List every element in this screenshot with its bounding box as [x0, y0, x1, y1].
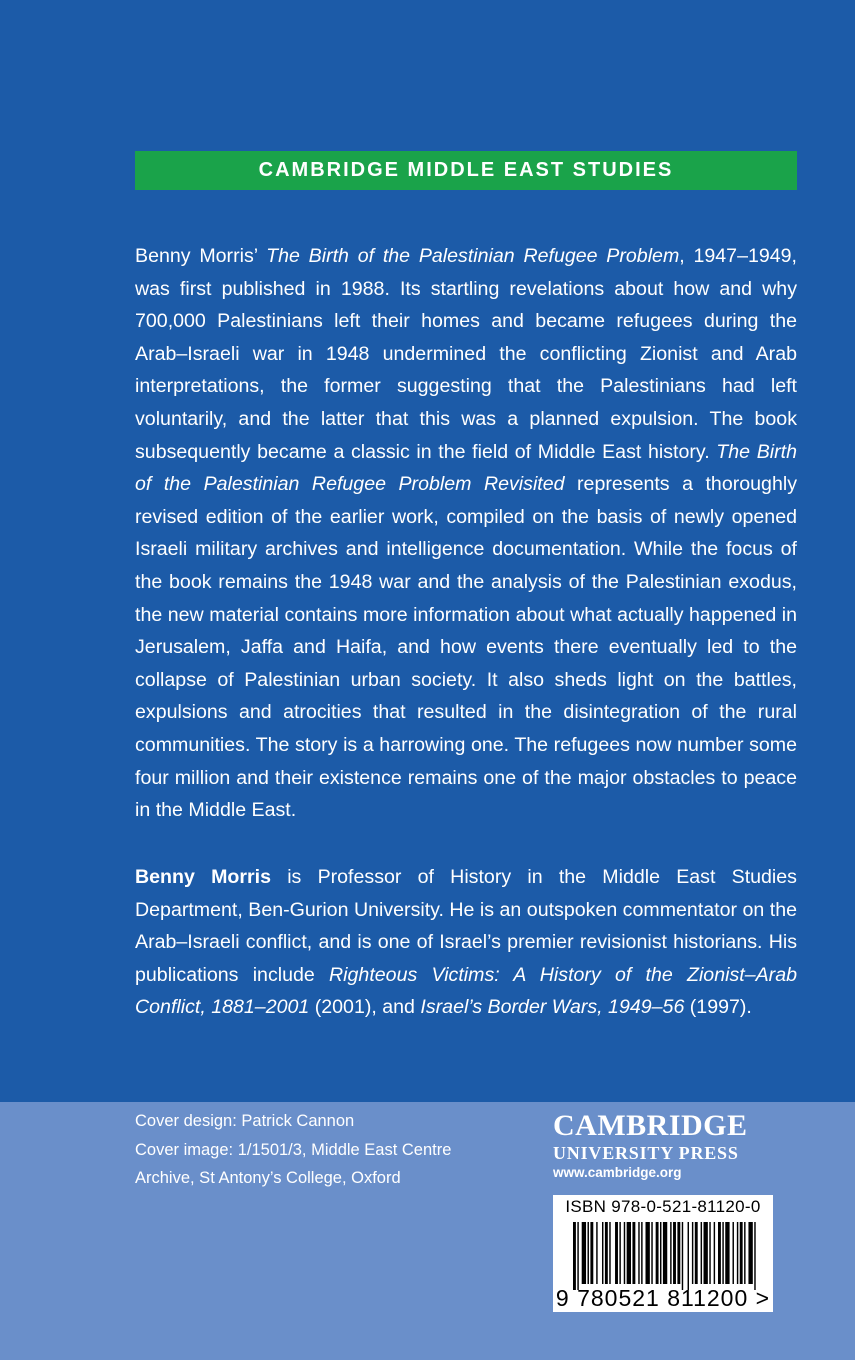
blurb-title-original: The Birth of the Palestinian Refugee Problem [266, 245, 680, 267]
barcode-bar [754, 1222, 755, 1290]
barcode-bar [596, 1222, 597, 1284]
barcode-bar [651, 1222, 652, 1284]
barcode-bar [624, 1222, 625, 1284]
credit-archive: Archive, St Antony’s College, Oxford [135, 1169, 401, 1187]
barcode-bar [627, 1222, 631, 1284]
series-banner [135, 151, 797, 190]
barcode-bar [660, 1222, 661, 1284]
barcode-bar [638, 1222, 639, 1284]
barcode-bar [609, 1222, 610, 1284]
isbn-label: ISBN 978-0-521-81120-0 [565, 1197, 761, 1216]
blurb-text-2: , 1947–1949, was first published in 1988. Its startling revelations about how and why 700,000 Palestinians left their homes and became refugees during the Arab–Israeli war in 1948 undermined the conflicting Zionist and Arab interpretations, the former suggesting that the Palestinians had left voluntarily, and the latter that this was a planned expulsion. The book subsequently became a classic in the field of Middle East history. [135, 245, 797, 463]
barcode-bar [744, 1222, 745, 1284]
barcode-bar [673, 1222, 676, 1284]
barcode-bar [663, 1222, 667, 1284]
publisher-name: CAMBRIDGE [553, 1109, 748, 1142]
barcode-bar [632, 1222, 635, 1284]
publisher-logo [553, 1110, 773, 1182]
credit-image: Cover image: 1/1501/3, Middle East Centre [135, 1140, 452, 1159]
book-description [135, 240, 797, 827]
bio-book-1: Righteous Victims: A History of the Zionist–Arab Conflict, 1881–2001 [135, 963, 797, 1019]
barcode-bar [704, 1222, 708, 1284]
barcode-bar [737, 1222, 738, 1284]
barcode-bar [670, 1222, 671, 1284]
blurb-text-1: Benny Morris’ [135, 245, 267, 267]
barcode-bar [605, 1222, 608, 1284]
barcode-bar [619, 1222, 620, 1284]
barcode-bar [692, 1222, 693, 1284]
bio-book-2: Israel’s Border Wars, 1949–56 [420, 996, 685, 1019]
bio-text-3: (1997). [684, 996, 752, 1019]
barcode-panel [553, 1195, 773, 1312]
barcode-bar [722, 1222, 723, 1284]
barcode-bar [641, 1222, 642, 1284]
barcode-bar [588, 1222, 589, 1284]
barcode-bar [682, 1222, 683, 1290]
barcode-bar [615, 1222, 618, 1284]
barcode-bar [701, 1222, 702, 1284]
bio-text-1: is Professor of History in the Middle East Studies Department, Ben-Gurion University. He is an outspoken commentator on the Arab–Israeli conflict, and is one of Israel’s premier revisionist historians. His publications include [135, 866, 797, 986]
blurb-title-revisited: The Birth of the Palestinian Refugee Problem Revisited [135, 440, 797, 496]
publisher-website: www.cambridge.org [553, 1165, 682, 1180]
barcode-bar [688, 1222, 689, 1290]
barcode-bar [577, 1222, 578, 1290]
barcode-digits: 9 780521 811200 > [555, 1285, 771, 1311]
barcode-bar [725, 1222, 729, 1284]
barcode-bar [733, 1222, 734, 1284]
barcode-bar [695, 1222, 698, 1284]
publisher-subtitle: UNIVERSITY PRESS [553, 1143, 739, 1163]
cover-credits [135, 1107, 495, 1193]
barcode-bar [646, 1222, 650, 1284]
barcode-bar [740, 1222, 743, 1284]
barcode-bar [714, 1222, 715, 1284]
barcode-bar [582, 1222, 586, 1284]
barcode-bar [677, 1222, 680, 1284]
series-title: CAMBRIDGE MIDDLE EAST STUDIES [258, 159, 674, 181]
barcode-bar [718, 1222, 721, 1284]
barcode-bar [748, 1222, 752, 1284]
barcode-bar [573, 1222, 576, 1290]
credit-design: Cover design: Patrick Cannon [135, 1112, 355, 1130]
author-bio [135, 861, 797, 1024]
barcode-bar [709, 1222, 710, 1284]
barcode-bar [656, 1222, 659, 1284]
barcode-bar [590, 1222, 593, 1284]
barcode-bar [602, 1222, 603, 1284]
blurb-text-3: represents a thoroughly revised edition of the earlier work, compiled on the basis of newly opened Israeli military archives and intelligence documentation. While the focus of the book remains the 1948 war and the analysis of the Palestinian exodus, the new material contains more information about what actually happened in Jerusalem, Jaffa and Haifa, and how events there eventually led to the collapse of Palestinian urban society. It also sheds light on the battles, expulsions and atrocities that resulted in the disintegration of the rural communities. The story is a harrowing one. The refugees now number some four million and their existence remains one of the major obstacles to peace in the Middle East. [135, 473, 797, 822]
author-name: Benny Morris [135, 866, 271, 888]
bio-text-2: (2001), and [309, 996, 421, 1019]
